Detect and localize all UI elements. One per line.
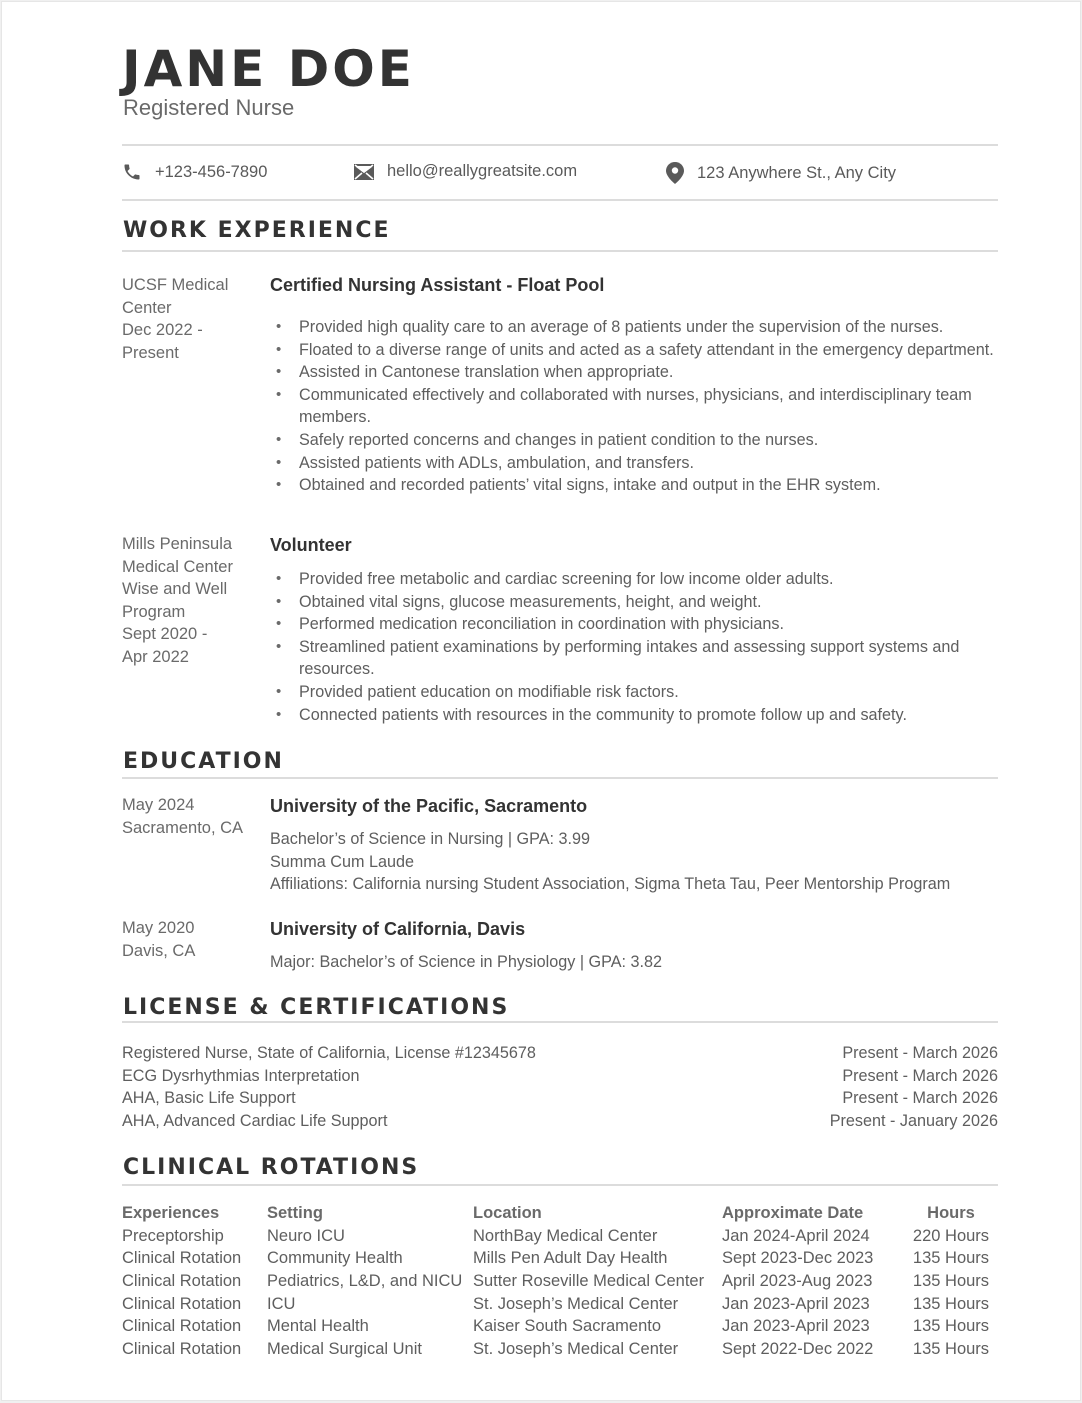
divider <box>122 777 998 779</box>
hours-cell: 220 Hours <box>912 1226 990 1245</box>
location-cell: NorthBay Medical Center <box>473 1226 658 1245</box>
date-cell: Jan 2024-April 2024 <box>722 1226 870 1245</box>
experience-cell: Clinical Rotation <box>122 1271 242 1290</box>
date-cell: Sept 2023-Dec 2023 <box>722 1249 874 1268</box>
school-location: Davis, CA <box>122 941 196 960</box>
employer-line: Wise and Well <box>122 580 228 599</box>
responsibility-list <box>270 316 998 497</box>
employer-line: Medical Center <box>122 557 233 576</box>
certification-dates: Present - March 2026 <box>842 1044 998 1062</box>
setting-cell: Neuro ICU <box>267 1226 345 1245</box>
clinical-rotations-table <box>122 1202 998 1361</box>
employer-line: Mills Peninsula <box>122 535 233 553</box>
education-entry-meta <box>122 794 252 839</box>
location-pin-icon <box>666 162 684 184</box>
location-cell: Sutter Roseville Medical Center <box>473 1271 705 1290</box>
responsibility-item: • Provided free metabolic and cardiac screening for low income older adults. <box>270 568 998 591</box>
certification-name: AHA, Basic Life Support <box>122 1089 296 1108</box>
certification-row <box>122 1042 998 1065</box>
responsibility-item: • Assisted in Cantonese translation when appropriate. <box>270 361 998 384</box>
education-details <box>270 828 998 896</box>
date-line: Sept 2020 - <box>122 625 208 644</box>
divider <box>122 1021 998 1023</box>
location-cell: Mills Pen Adult Day Health <box>473 1249 668 1268</box>
column-header: Experiences <box>122 1204 220 1222</box>
column-header: Location <box>473 1204 542 1222</box>
certification-name: AHA, Advanced Cardiac Life Support <box>122 1111 388 1130</box>
certification-row <box>122 1087 998 1110</box>
column-header: Approximate Date <box>722 1204 864 1222</box>
divider <box>122 144 998 146</box>
school-location: Sacramento, CA <box>122 818 244 837</box>
responsibility-item: • Performed medication reconciliation in coordination with physicians. <box>270 613 998 636</box>
work-entry-details <box>270 274 998 497</box>
experience-cell: Clinical Rotation <box>122 1294 242 1313</box>
hours-cell: 135 Hours <box>912 1271 990 1290</box>
job-title: Certified Nursing Assistant - Float Pool <box>270 275 605 295</box>
date-line: Dec 2022 - <box>122 321 203 340</box>
candidate-name: JANE DOE <box>122 40 415 98</box>
table-row <box>122 1225 998 1248</box>
experience-cell: Clinical Rotation <box>122 1249 242 1268</box>
date-line: Apr 2022 <box>122 647 189 666</box>
education-entry-details <box>270 917 998 974</box>
section-title-work-experience: WORK EXPERIENCE <box>123 218 391 243</box>
setting-cell: Mental Health <box>267 1317 369 1336</box>
location-cell: St. Joseph’s Medical Center <box>473 1339 679 1358</box>
setting-cell: ICU <box>267 1294 296 1313</box>
setting-cell: Community Health <box>267 1249 403 1268</box>
responsibility-item: • Provided patient education on modifiable risk factors. <box>270 681 998 704</box>
divider <box>122 1184 998 1186</box>
certification-name: Registered Nurse, State of California, License #12345678 <box>122 1044 536 1062</box>
phone-icon <box>122 162 142 182</box>
section-title-education: EDUCATION <box>123 749 284 774</box>
education-entry-details <box>270 794 998 896</box>
table-header-row <box>122 1202 998 1225</box>
date-line: Present <box>122 343 179 362</box>
hours-cell: 135 Hours <box>912 1294 990 1313</box>
table-row <box>122 1248 998 1271</box>
degree-line: Major: Bachelor’s of Science in Physiology | GPA: 3.82 <box>270 953 663 971</box>
work-entry-details <box>270 533 998 726</box>
affiliations-line: Affiliations: California nursing Student Association, Sigma Theta Tau, Peer Mentorship Program <box>270 875 951 894</box>
certification-dates: Present - March 2026 <box>842 1066 998 1085</box>
school-name: University of California, Davis <box>270 919 526 939</box>
responsibility-item: • Assisted patients with ADLs, ambulation, and transfers. <box>270 452 998 475</box>
education-details <box>270 951 998 974</box>
hours-cell: 135 Hours <box>912 1249 990 1268</box>
street-address: 123 Anywhere St., Any City <box>697 163 897 182</box>
certification-name: ECG Dysrhythmias Interpretation <box>122 1066 360 1085</box>
table-row <box>122 1315 998 1338</box>
table-row <box>122 1270 998 1293</box>
phone-number: +123-456-7890 <box>155 162 268 181</box>
date-cell: Jan 2023-April 2023 <box>722 1294 870 1313</box>
contact-phone <box>122 162 267 182</box>
table-row <box>122 1293 998 1316</box>
employer-line: Program <box>122 602 186 621</box>
date-cell: Jan 2023-April 2023 <box>722 1317 870 1336</box>
responsibility-item: • Connected patients with resources in the community to promote follow up and safety. <box>270 704 998 727</box>
job-title: Volunteer <box>270 535 352 555</box>
employer-line: UCSF Medical <box>122 276 229 294</box>
experience-cell: Clinical Rotation <box>122 1317 242 1336</box>
responsibility-item: • Obtained vital signs, glucose measurements, height, and weight. <box>270 591 998 614</box>
envelope-icon <box>354 164 374 180</box>
contact-address <box>666 162 896 184</box>
responsibility-item: • Provided high quality care to an average of 8 patients under the supervision of the nurses. <box>270 316 998 339</box>
date-cell: Sept 2022-Dec 2022 <box>722 1339 874 1358</box>
certification-row <box>122 1065 998 1088</box>
responsibility-item: • Communicated effectively and collaborated with nurses, physicians, and interdisciplinary team members. <box>270 384 998 429</box>
experience-cell: Preceptorship <box>122 1226 224 1245</box>
location-cell: Kaiser South Sacramento <box>473 1317 662 1336</box>
column-header: Setting <box>267 1204 323 1222</box>
degree-line: Bachelor’s of Science in Nursing | GPA: 3.99 <box>270 830 591 848</box>
divider <box>122 250 998 252</box>
contact-bar <box>122 162 998 186</box>
work-entry-meta <box>122 533 252 669</box>
location-cell: St. Joseph’s Medical Center <box>473 1294 679 1313</box>
responsibility-item: • Floated to a diverse range of units and acted as a safety attendant in the emergency department. <box>270 339 998 362</box>
certification-list <box>122 1042 998 1132</box>
setting-cell: Pediatrics, L&D, and NICU <box>267 1271 463 1290</box>
certification-dates: Present - March 2026 <box>842 1089 998 1108</box>
resume-page <box>1 1 1081 1401</box>
divider <box>122 199 998 201</box>
employer-line: Center <box>122 298 172 317</box>
school-name: University of the Pacific, Sacramento <box>270 796 588 816</box>
responsibility-item: • Streamlined patient examinations by performing intakes and assessing support systems and resources. <box>270 636 998 681</box>
contact-email <box>354 162 577 181</box>
email-address: hello@reallygreatsite.com <box>387 162 578 180</box>
certification-row <box>122 1110 998 1133</box>
setting-cell: Medical Surgical Unit <box>267 1339 422 1358</box>
graduation-date: May 2024 <box>122 796 195 814</box>
section-title-certifications: LICENSE & CERTIFICATIONS <box>123 995 510 1020</box>
date-cell: April 2023-Aug 2023 <box>722 1271 873 1290</box>
honors-line: Summa Cum Laude <box>270 852 414 871</box>
graduation-date: May 2020 <box>122 919 195 937</box>
responsibility-item: • Obtained and recorded patients’ vital signs, intake and output in the EHR system. <box>270 474 998 497</box>
hours-cell: 135 Hours <box>912 1317 990 1336</box>
experience-cell: Clinical Rotation <box>122 1339 242 1358</box>
column-header: Hours <box>927 1204 975 1222</box>
work-entry-meta <box>122 274 252 364</box>
responsibility-list <box>270 568 998 726</box>
table-row <box>122 1338 998 1361</box>
section-title-clinical-rotations: CLINICAL ROTATIONS <box>123 1155 420 1180</box>
candidate-title: Registered Nurse <box>123 95 295 120</box>
certification-dates: Present - January 2026 <box>829 1111 998 1130</box>
education-entry-meta <box>122 917 252 962</box>
hours-cell: 135 Hours <box>912 1339 990 1358</box>
responsibility-item: • Safely reported concerns and changes in patient condition to the nurses. <box>270 429 998 452</box>
